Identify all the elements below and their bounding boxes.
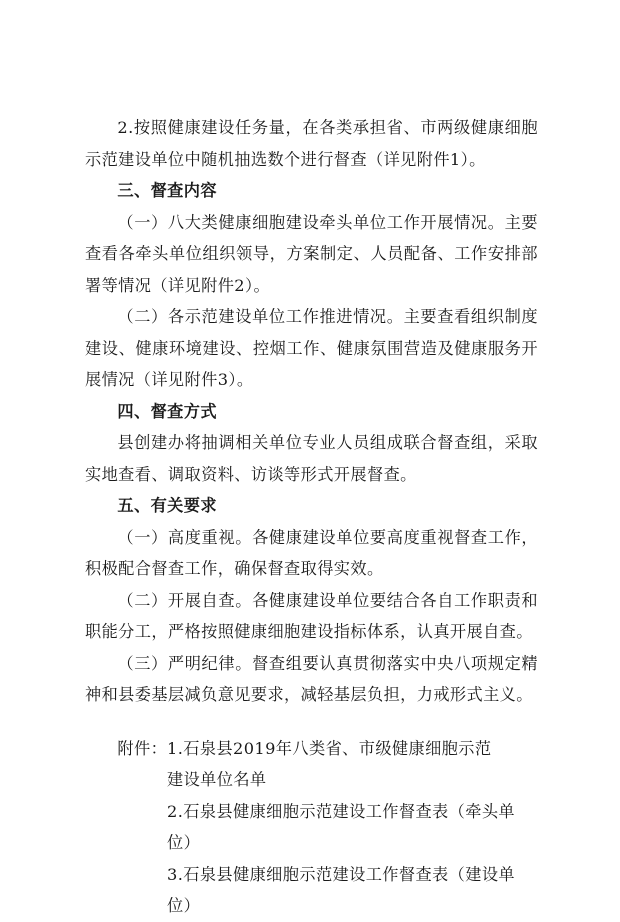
paragraph-self-inspection: （二）开展自查。各健康建设单位要结合各自工作职责和职能分工，严格按照健康细胞建设指标体系，认真开展自查。: [85, 590, 538, 641]
attachment-3-text: 3.石泉县健康细胞示范建设工作督查表（建设单位）: [167, 864, 515, 915]
paragraph-selection-method: 2.按照健康建设任务量，在各类承担省、市两级健康细胞示范建设单位中随机抽选数个进行督查（详见附件1）。: [85, 118, 538, 169]
paragraph-demo-units: （二）各示范建设单位工作推进情况。主要查看组织制度建设、健康环境建设、控烟工作、健康氛围营造及健康服务开展情况（详见附件3）。: [85, 307, 538, 389]
document-body: [85, 112, 538, 711]
attachment-item: [85, 796, 538, 859]
attachments-section: [85, 733, 538, 922]
attachment-item: [85, 733, 538, 796]
attachments-label: 附件：: [117, 738, 168, 758]
paragraph-lead-units: （一）八大类健康细胞建设牵头单位工作开展情况。主要查看各牵头单位组织领导，方案制定、人员配备、工作安排部署等情况（详见附件2）。: [85, 212, 538, 295]
heading-inspection-content: 三、督查内容: [117, 181, 217, 200]
paragraph-joint-inspection: 县创建办将抽调相关单位专业人员组成联合督查组，采取实地查看、调取资料、访谈等形式开展督查。: [85, 433, 538, 484]
attachment-1-text: 1.石泉县2019年八类省、市级健康细胞示范建设单位名单: [167, 738, 492, 789]
heading-inspection-method: 四、督查方式: [117, 401, 217, 421]
heading-requirements: 五、有关要求: [117, 496, 217, 515]
paragraph-high-attention: （一）高度重视。各健康建设单位要高度重视督查工作，积极配合督查工作，确保督查取得实效。: [85, 527, 538, 578]
paragraph-discipline: （三）严明纪律。督查组要认真贯彻落实中央八项规定精神和县委基层减负意见要求，减轻基层负担，力戒形式主义。: [85, 653, 538, 704]
attachment-item: [85, 859, 538, 922]
attachment-2-text: 2.石泉县健康细胞示范建设工作督查表（牵头单位）: [167, 801, 515, 852]
